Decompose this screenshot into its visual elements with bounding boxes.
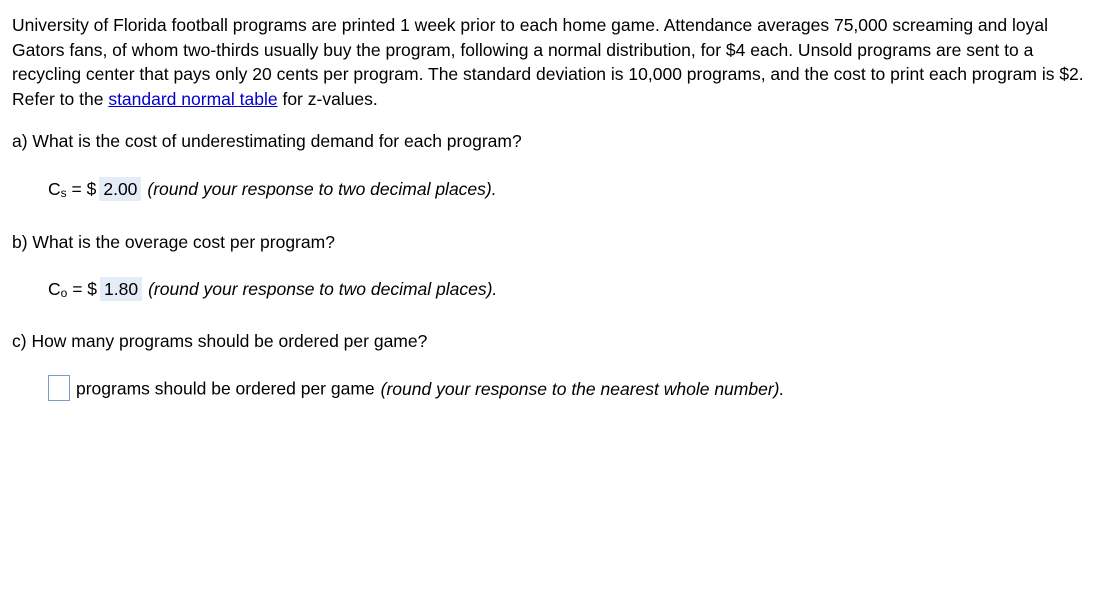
hint-b: (round your response to two decimal places). xyxy=(148,279,498,299)
answer-b-value[interactable]: 1.80 xyxy=(100,277,142,301)
equals-dollar-b: = $ xyxy=(72,279,98,299)
question-c: c) How many programs should be ordered per game? xyxy=(12,331,428,351)
problem-statement xyxy=(12,13,1092,111)
question-a: a) What is the cost of underestimating demand for each program? xyxy=(12,131,522,151)
question-b: b) What is the overage cost per program? xyxy=(12,232,335,252)
standard-normal-table-link[interactable]: standard normal table xyxy=(108,88,278,109)
answer-c-text: programs should be ordered per game xyxy=(76,378,375,399)
equals-dollar-a: = $ xyxy=(71,179,97,199)
var-cs xyxy=(48,179,67,199)
hint-a: (round your response to two decimal places). xyxy=(147,179,497,199)
var-co-main: C xyxy=(48,279,61,299)
var-cs-sub: s xyxy=(60,186,67,200)
problem-text-end: for z-values. xyxy=(277,88,378,109)
var-co-sub: o xyxy=(60,286,68,300)
programs-ordered-input[interactable] xyxy=(48,375,70,401)
answer-c-line xyxy=(48,377,784,403)
answer-a-value[interactable]: 2.00 xyxy=(99,177,141,201)
answer-b-line xyxy=(48,278,497,302)
var-co xyxy=(48,279,67,299)
hint-c: (round your response to the nearest whole number). xyxy=(380,378,785,399)
var-cs-main: C xyxy=(48,179,61,199)
problem-text: University of Florida football programs are printed 1 week prior to each home game. Attendance averages 75,000 screaming and loyal Gators fans, of whom two-thirds usually buy the program, following a normal distribution, for $4 each. Unsold programs are sent to a recycling center that pays only 20 cents per program. The standard deviation is 10,000 programs, and the cost to print each program is $2. Refer to the xyxy=(12,15,1084,109)
answer-a-line xyxy=(48,178,497,202)
